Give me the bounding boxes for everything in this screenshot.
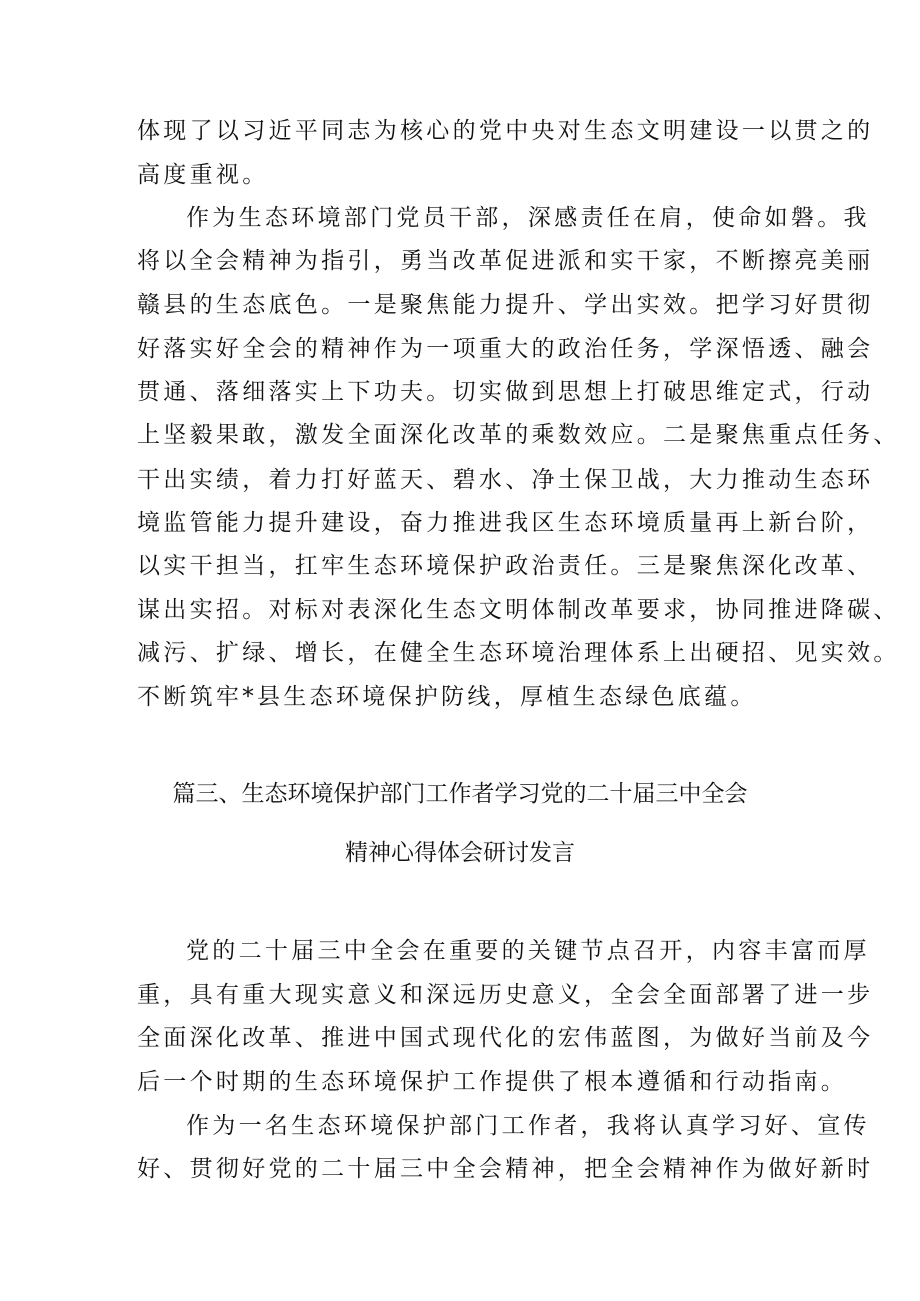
section-title: 篇三、生态环境保护部门工作者学习党的二十届三中全会	[172, 781, 748, 807]
paragraph-line: 好落实好全会的精神作为一项重大的政治任务，学深悟透、融会	[137, 336, 874, 362]
paragraph-line: 赣县的生态底色。一是聚焦能力提升、学出实效。把学习好贯彻	[137, 292, 874, 318]
paragraph-line: 贯通、落细落实上下功夫。切实做到思想上打破思维定式，行动	[137, 379, 874, 405]
paragraph-line: 作为一名生态环境保护部门工作者，我将认真学习好、宣传	[186, 1113, 870, 1139]
paragraph-line: 不断筑牢*县生态环境保护防线，厚植生态绿色底蕴。	[137, 684, 757, 710]
paragraph-line: 体现了以习近平同志为核心的党中央对生态文明建设一以贯之的	[137, 118, 874, 144]
paragraph-line: 境监管能力提升建设，奋力推进我区生态环境质量再上新台阶，	[137, 510, 874, 536]
paragraph-line: 后一个时期的生态环境保护工作提供了根本遵循和行动指南。	[137, 1069, 848, 1095]
paragraph-line: 全面深化改革、推进中国式现代化的宏伟蓝图，为做好当前及今	[137, 1025, 874, 1051]
paragraph-line: 作为生态环境部门党员干部，深感责任在肩，使命如磐。我	[186, 205, 870, 231]
paragraph-line: 高度重视。	[137, 162, 269, 188]
paragraph-line: 干出实绩，着力打好蓝天、碧水、净土保卫战，大力推动生态环	[137, 467, 874, 493]
paragraph-line: 以实干担当，扛牢生态环境保护政治责任。三是聚焦深化改革、	[137, 553, 874, 579]
paragraph-line: 党的二十届三中全会在重要的关键节点召开，内容丰富而厚	[186, 938, 870, 964]
paragraph-line: 谋出实招。对标对表深化生态文明体制改革要求，协同推进降碳、	[137, 597, 900, 623]
section-title-continued: 精神心得体会研讨发言	[345, 840, 575, 866]
paragraph-line: 减污、扩绿、增长，在健全生态环境治理体系上出硬招、见实效。	[137, 640, 900, 666]
paragraph-line: 将以全会精神为指引，勇当改革促进派和实干家，不断擦亮美丽	[137, 248, 874, 274]
paragraph-line: 重，具有重大现实意义和深远历史意义，全会全面部署了进一步	[137, 982, 874, 1008]
paragraph-line: 好、贯彻好党的二十届三中全会精神，把全会精神作为做好新时	[137, 1156, 874, 1182]
paragraph-line: 上坚毅果敢，激发全面深化改革的乘数效应。二是聚焦重点任务、	[137, 422, 900, 448]
